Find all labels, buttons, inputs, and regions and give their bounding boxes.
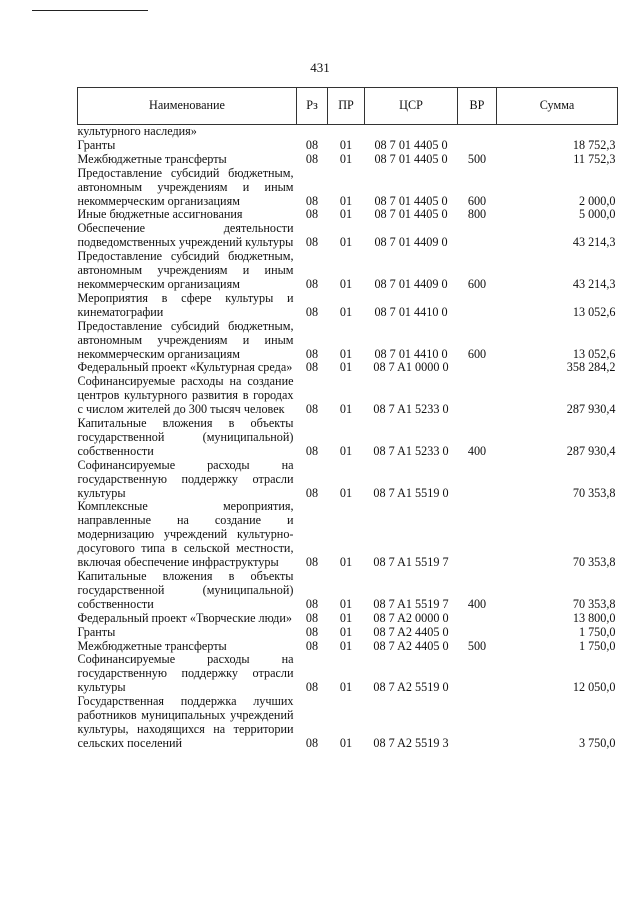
cell-vr: 600 — [467, 193, 487, 208]
cell-name: Федеральный проект «Творческие люди» — [77, 610, 292, 625]
cell-pr: 01 — [339, 624, 353, 639]
cell-name: Иные бюджетные ассигнования — [77, 207, 243, 222]
cell-pr: 01 — [339, 360, 353, 375]
cell-rz: 08 — [305, 346, 319, 361]
cell-name: Гранты — [77, 137, 116, 152]
cell-vr: 600 — [467, 346, 487, 361]
cell-rz: 08 — [305, 624, 319, 639]
page-number: 431 — [310, 60, 330, 75]
cell-csr: 08 7 A2 5519 0 — [373, 680, 449, 695]
cell-name: Межбюджетные трансферты — [77, 151, 227, 166]
cell-name: Софинансируемые расходы на государственную поддержку отрасли культуры — [77, 652, 294, 695]
cell-vr: 400 — [467, 443, 487, 458]
cell-pr: 01 — [339, 485, 353, 500]
cell-csr: 08 7 A1 5519 7 — [373, 596, 449, 611]
cell-pr: 01 — [339, 207, 353, 222]
header-row — [78, 88, 618, 125]
cell-rz: 08 — [305, 680, 319, 695]
cell-csr: 08 7 01 4410 0 — [374, 346, 448, 361]
table-row — [78, 153, 618, 167]
cell-name: Предоставление субсидий бюджетным, автономным учреждениям и иным некоммерческим организациям — [77, 318, 294, 361]
cell-sum: 5 000,0 — [578, 207, 616, 222]
cell-sum: 12 050,0 — [572, 680, 616, 695]
cell-csr: 08 7 01 4405 0 — [374, 207, 448, 222]
table-row — [78, 167, 618, 209]
cell-rz: 08 — [305, 555, 319, 570]
cell-name: Капитальные вложения в объекты государственной (муниципальной) собственности — [77, 416, 294, 458]
cell-sum — [497, 125, 618, 139]
cell-csr: 08 7 01 4405 0 — [374, 193, 448, 208]
table-row — [78, 222, 618, 250]
cell-rz: 08 — [305, 151, 319, 166]
cell-vr: 600 — [467, 276, 487, 291]
cell-sum: 43 214,3 — [572, 276, 616, 291]
header-sum: Сумма — [497, 88, 618, 125]
cell-vr — [458, 695, 497, 751]
cell-name: культурного наследия» — [77, 124, 197, 138]
cell-sum: 13 052,6 — [572, 304, 616, 319]
cell-name: Капитальные вложения в объекты государственной (муниципальной) собственности — [77, 569, 294, 611]
header-name: Наименование — [78, 88, 297, 125]
cell-pr: 01 — [339, 151, 353, 166]
table-row — [78, 250, 618, 292]
cell-vr — [458, 361, 497, 375]
cell-csr: 08 7 A2 4405 0 — [373, 638, 449, 653]
cell-rz — [297, 125, 328, 139]
cell-rz: 08 — [305, 235, 319, 250]
cell-csr: 08 7 01 4405 0 — [374, 151, 448, 166]
table-row — [78, 612, 618, 626]
header-vr: ВР — [458, 88, 497, 125]
cell-pr — [328, 125, 365, 139]
cell-csr: 08 7 A1 5233 0 — [373, 443, 449, 458]
cell-pr: 01 — [339, 276, 353, 291]
cell-rz: 08 — [305, 735, 319, 750]
table-row — [78, 626, 618, 640]
cell-csr: 08 7 01 4410 0 — [374, 304, 448, 319]
cell-csr: 08 7 A1 5233 0 — [373, 402, 449, 417]
cell-rz: 08 — [305, 360, 319, 375]
cell-pr: 01 — [339, 555, 353, 570]
cell-sum: 3 750,0 — [578, 735, 616, 750]
table-row — [78, 459, 618, 501]
cell-vr — [458, 500, 497, 570]
cell-csr: 08 7 A2 5519 3 — [373, 735, 449, 750]
cell-rz: 08 — [305, 638, 319, 653]
cell-rz: 08 — [305, 276, 319, 291]
table-row — [78, 292, 618, 320]
cell-pr: 01 — [339, 680, 353, 695]
cell-sum: 358 284,2 — [566, 360, 616, 375]
cell-name: Межбюджетные трансферты — [77, 638, 227, 653]
cell-vr — [458, 375, 497, 417]
cell-vr — [458, 222, 497, 250]
table-row — [78, 653, 618, 695]
cell-rz: 08 — [305, 304, 319, 319]
cell-sum: 287 930,4 — [566, 443, 616, 458]
cell-pr: 01 — [339, 304, 353, 319]
cell-pr: 01 — [339, 443, 353, 458]
cell-pr: 01 — [339, 235, 353, 250]
cell-sum: 43 214,3 — [572, 235, 616, 250]
table-row — [78, 125, 618, 139]
cell-csr: 08 7 A1 0000 0 — [373, 360, 449, 375]
cell-vr — [458, 125, 497, 139]
cell-sum: 13 800,0 — [572, 610, 616, 625]
cell-rz: 08 — [305, 596, 319, 611]
table-row — [78, 640, 618, 654]
cell-vr: 400 — [467, 596, 487, 611]
cell-vr: 800 — [467, 207, 487, 222]
cell-vr — [458, 626, 497, 640]
cell-pr: 01 — [339, 137, 353, 152]
cell-csr: 08 7 A2 4405 0 — [373, 624, 449, 639]
cell-sum: 13 052,6 — [572, 346, 616, 361]
cell-vr — [458, 459, 497, 501]
cell-name: Софинансируемые расходы на государственную поддержку отрасли культуры — [77, 457, 294, 500]
cell-sum: 1 750,0 — [578, 638, 616, 653]
cell-name: Софинансируемые расходы на создание центров культурного развития в городах с числом жителей до 300 тысяч человек — [77, 374, 294, 417]
table-row — [78, 570, 618, 612]
header-csr: ЦСР — [365, 88, 458, 125]
cell-csr: 08 7 01 4409 0 — [374, 276, 448, 291]
cell-csr: 08 7 A1 5519 0 — [373, 485, 449, 500]
cell-sum: 2 000,0 — [578, 193, 616, 208]
table-body — [78, 125, 618, 751]
cell-csr: 08 7 A1 5519 7 — [373, 555, 449, 570]
cell-name: Гранты — [77, 624, 116, 639]
cell-rz: 08 — [305, 402, 319, 417]
table-row — [78, 320, 618, 362]
cell-csr — [365, 125, 458, 139]
cell-name: Комплексные мероприятия, направленные на создание и модернизацию учреждений культурно-досугового типа в сельской местности, включая обеспечение инфраструктуры — [77, 499, 294, 570]
cell-csr: 08 7 A2 0000 0 — [373, 610, 449, 625]
cell-rz: 08 — [305, 485, 319, 500]
table-row — [78, 695, 618, 751]
cell-sum: 287 930,4 — [566, 402, 616, 417]
cell-csr: 08 7 01 4405 0 — [374, 137, 448, 152]
cell-csr: 08 7 01 4409 0 — [374, 235, 448, 250]
cell-vr — [458, 653, 497, 695]
cell-pr: 01 — [339, 346, 353, 361]
cell-vr — [458, 292, 497, 320]
cell-pr: 01 — [339, 596, 353, 611]
cell-rz: 08 — [305, 610, 319, 625]
cell-pr: 01 — [339, 735, 353, 750]
cell-pr: 01 — [339, 402, 353, 417]
cell-vr — [458, 612, 497, 626]
cell-name: Предоставление субсидий бюджетным, автономным учреждениям и иным некоммерческим организациям — [77, 249, 294, 291]
cell-name: Мероприятия в сфере культуры и кинематографии — [77, 290, 294, 319]
cell-name: Обеспечение деятельности подведомственных учреждений культуры — [77, 221, 294, 250]
cell-sum: 1 750,0 — [578, 624, 616, 639]
cell-name: Предоставление субсидий бюджетным, автономным учреждениям и иным некоммерческим организациям — [77, 165, 294, 208]
cell-rz: 08 — [305, 193, 319, 208]
cell-sum: 70 353,8 — [572, 485, 616, 500]
table-row — [78, 375, 618, 417]
cell-name: Государственная поддержка лучших работников муниципальных учреждений культуры, находящихся на территории сельских поселений — [77, 694, 294, 750]
cell-rz: 08 — [305, 207, 319, 222]
table-row — [78, 361, 618, 375]
cell-pr: 01 — [339, 638, 353, 653]
cell-sum: 70 353,8 — [572, 555, 616, 570]
table-row — [78, 417, 618, 459]
cell-sum: 11 752,3 — [573, 151, 616, 166]
budget-table — [77, 87, 618, 751]
cell-vr — [458, 139, 497, 153]
table-row — [78, 139, 618, 153]
header-rz: Рз — [297, 88, 328, 125]
header-pr: ПР — [328, 88, 365, 125]
table-row — [78, 208, 618, 222]
cell-vr: 500 — [467, 151, 487, 166]
top-rule — [32, 10, 148, 11]
cell-sum: 18 752,3 — [572, 137, 616, 152]
cell-rz: 08 — [305, 137, 319, 152]
cell-rz: 08 — [305, 443, 319, 458]
cell-vr: 500 — [467, 638, 487, 653]
cell-sum: 70 353,8 — [572, 596, 616, 611]
cell-pr: 01 — [339, 610, 353, 625]
cell-name: Федеральный проект «Культурная среда» — [77, 360, 293, 375]
cell-pr: 01 — [339, 193, 353, 208]
table-row — [78, 500, 618, 570]
